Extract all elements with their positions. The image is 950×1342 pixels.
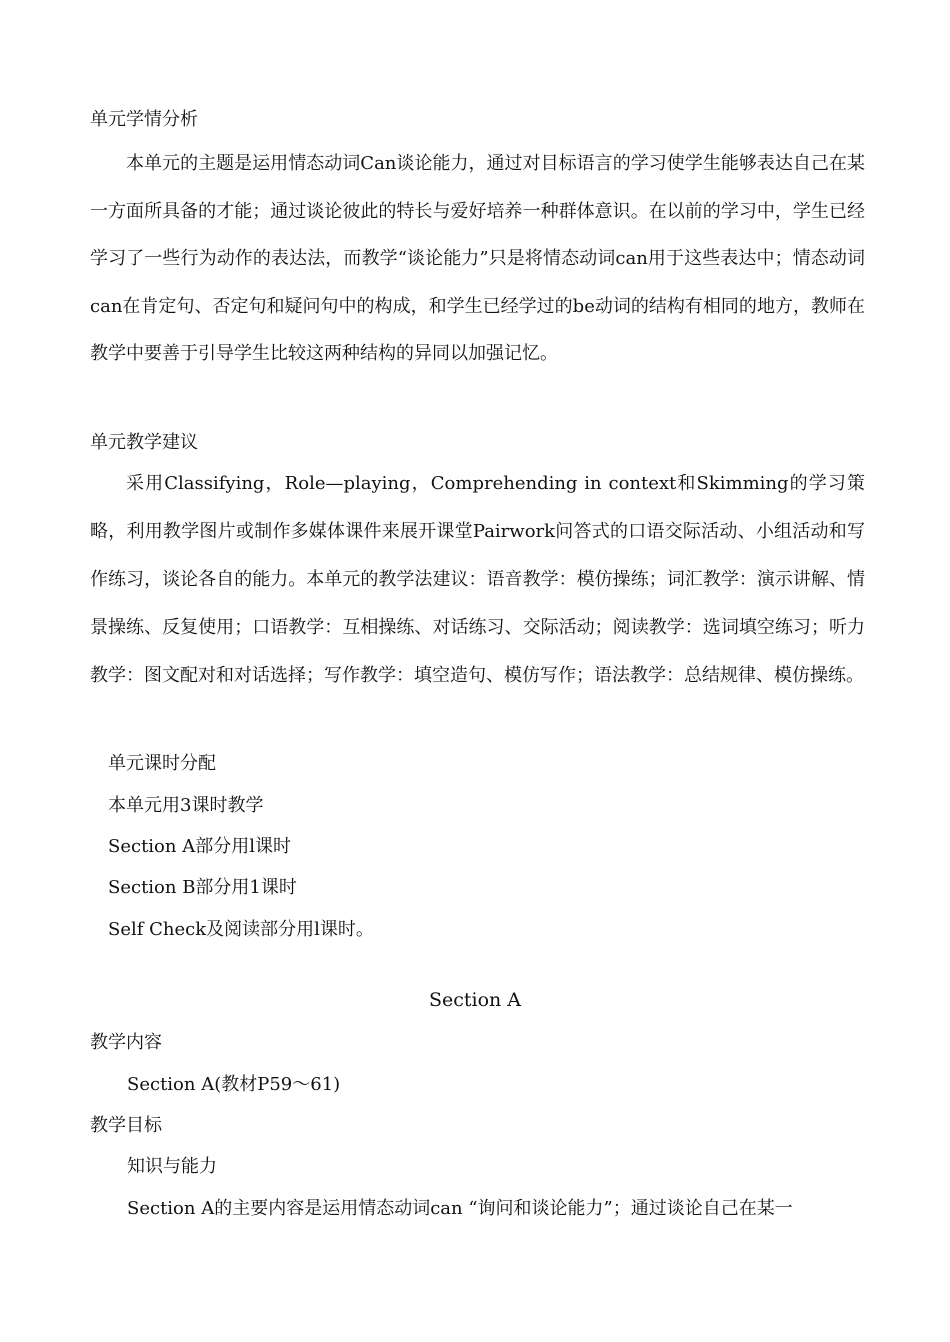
teaching-suggestions-heading: 单元教学建议 [90,432,198,453]
lesson-allocation-line: 本单元用3课时教学 [108,795,264,816]
teaching-suggestions-paragraph: 采用Classifying，Role—playing，Comprehending in context和Skimming的学习策略，利用教学图片或制作多媒体课件来展开课堂Pairwork问答式的口语交际活动、小组活动和写作练习，谈论各自的能力。本单元的教学法建议：语音教学：模仿操练；词汇教学：演示讲解、情景操练、反复使用；口语教学：互相操练、对话练习、交际活动；阅读教学：选词填空练习；听力教学：图文配对和对话选择；写作教学：填空造句、模仿写作；语法教学：总结规律、模仿操练。 [90,473,866,686]
knowledge-ability-heading: 知识与能力 [127,1156,217,1177]
lesson-allocation-line: Self Check及阅读部分用l课时。 [108,919,374,940]
unit-analysis-paragraph: 本单元的主题是运用情态动词Can谈论能力，通过对目标语言的学习使学生能够表达自己在某一方面所具备的才能；通过谈论彼此的特长与爱好培养一种群体意识。在以前的学习中，学生已经学习了一些行为动作的表达法，而教学“谈论能力”只是将情态动词can用于这些表达中；情态动词can在肯定句、否定句和疑问句中的构成，和学生已经学过的be动词的结构有相同的地方，教师在教学中要善于引导学生比较这两种结构的异同以加强记忆。 [90,153,865,364]
knowledge-ability-text: Section A的主要内容是运用情态动词can “询问和谈论能力”；通过谈论自己在某一 [127,1198,793,1219]
lesson-allocation-line: Section A部分用l课时 [108,836,291,857]
section-a-title: Section A [428,989,522,1011]
unit-analysis-heading: 单元学情分析 [90,109,198,130]
lesson-allocation-line: Section B部分用1课时 [108,877,297,898]
teaching-content-line: Section A(教材P59～61) [127,1074,341,1095]
lesson-allocation-heading: 单元课时分配 [108,753,216,774]
teaching-objectives-heading: 教学目标 [90,1115,162,1136]
teaching-content-heading: 教学内容 [90,1032,162,1053]
